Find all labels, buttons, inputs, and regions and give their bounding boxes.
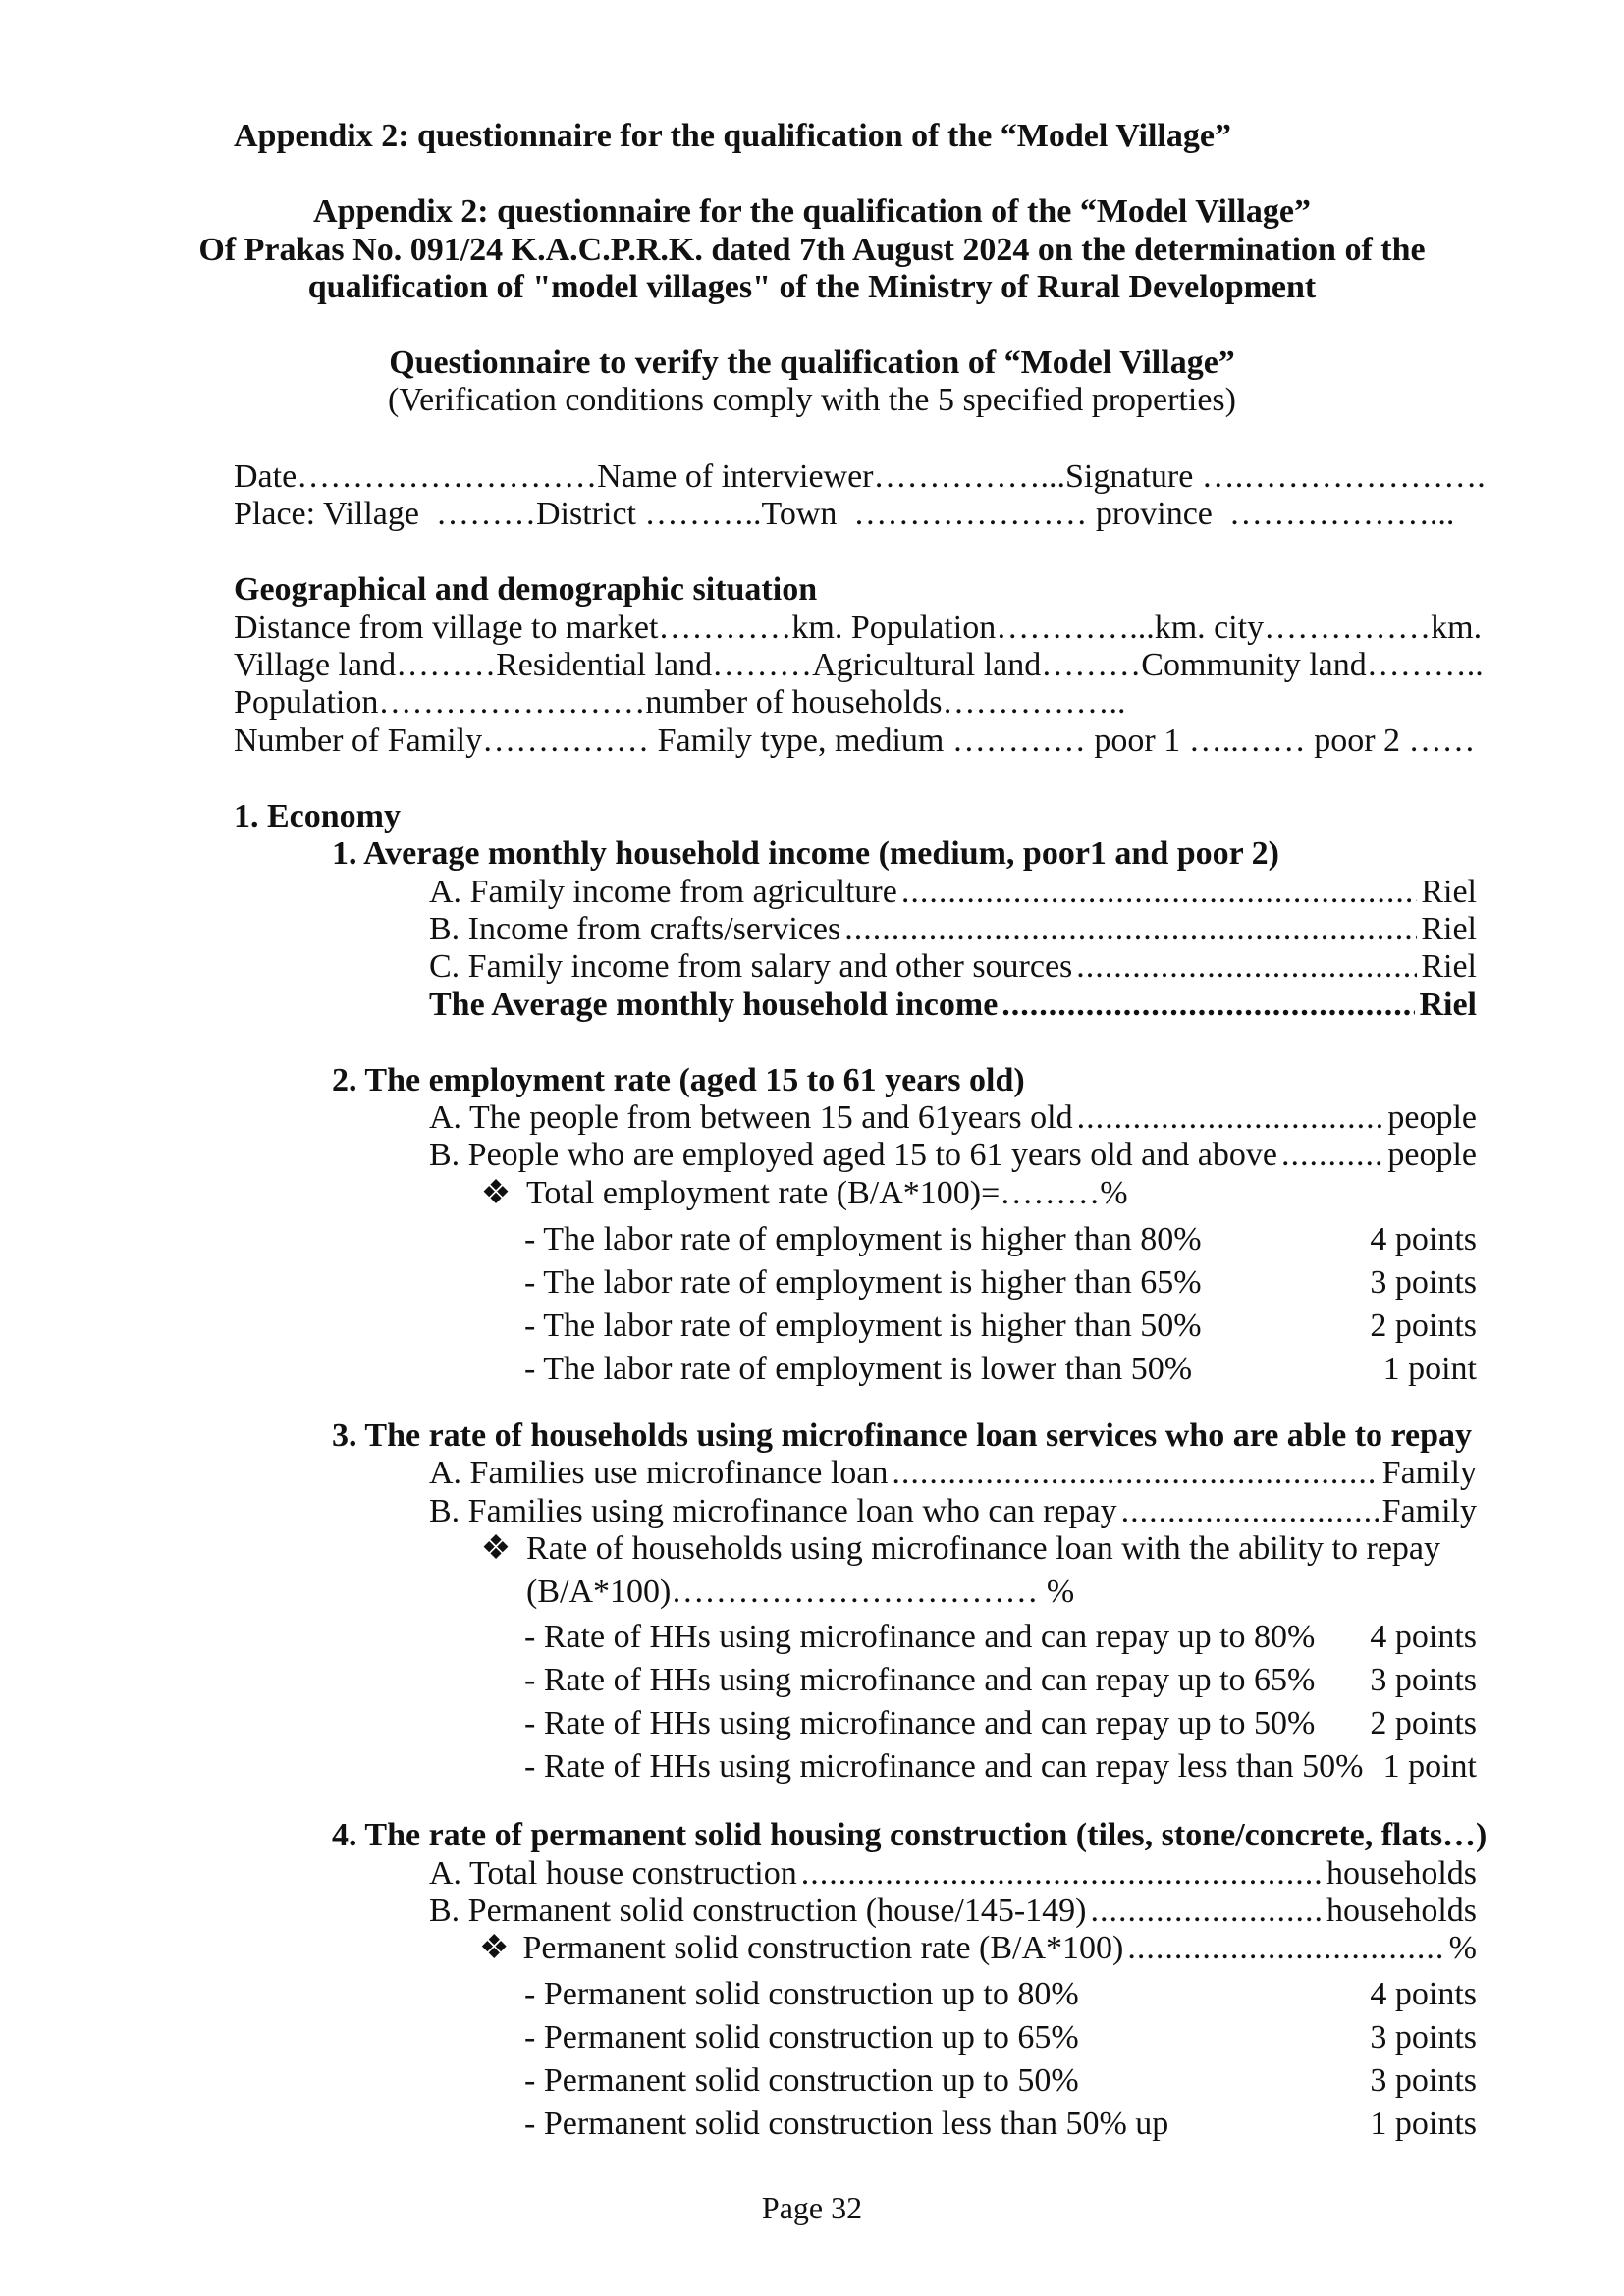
leader-dots	[1001, 988, 1415, 1022]
criterion-text: Permanent solid construction up to 65%	[543, 2019, 1079, 2056]
employment-rate-text: Total employment rate (B/A*100)=………%	[526, 1175, 1128, 1211]
criterion-text: The labor rate of employment is higher than 80%	[543, 1221, 1202, 1257]
microfinance-criterion: - Rate of HHs using microfinance and can repay up to 65%	[524, 1662, 1316, 1698]
criterion-text: Permanent solid construction less than 50% up	[543, 2106, 1169, 2142]
housing-rate-label: Permanent solid construction rate (B/A*100)	[522, 1930, 1124, 1966]
microfinance-rate-text: Rate of households using microfinance loan with the ability to repay	[526, 1530, 1440, 1567]
microfinance-rate-formula: (B/A*100)…………………………… %	[526, 1574, 1075, 1610]
economy-heading: 1. Economy	[234, 798, 401, 834]
housing-row-unit: households	[1326, 1855, 1477, 1892]
employment-row-label: B. People who are employed aged 15 to 61 years old and above	[429, 1137, 1277, 1173]
microfinance-rate-line	[479, 1532, 1440, 1566]
housing-row-label: B. Permanent solid construction (house/145-149)	[429, 1893, 1087, 1929]
housing-row-label: A. Total house construction	[429, 1855, 797, 1892]
housing-criterion: - Permanent solid construction less than 50% up	[524, 2106, 1169, 2142]
questionnaire-subtitle: (Verification conditions comply with the 5 specified properties)	[388, 382, 1236, 418]
diamond-bullet-icon: ❖	[479, 1930, 510, 1966]
employment-row-unit: people	[1387, 1099, 1477, 1136]
criterion-text: Rate of HHs using microfinance and can repay less than 50%	[543, 1748, 1364, 1785]
housing-row-unit: households	[1326, 1893, 1477, 1929]
income-row-label: B. Income from crafts/services	[429, 911, 841, 947]
employment-heading: 2. The employment rate (aged 15 to 61 years old)	[332, 1062, 1025, 1098]
criterion-points: 3 points	[1370, 1662, 1477, 1698]
income-total-row	[429, 988, 1477, 1022]
microfinance-row	[429, 1495, 1477, 1528]
leader-dots	[1127, 1932, 1444, 1965]
leader-dots	[1077, 1101, 1384, 1135]
appendix-line: Appendix 2: questionnaire for the qualification of the “Model Village”	[234, 118, 1231, 154]
income-row	[429, 913, 1477, 946]
leader-dots	[901, 876, 1418, 909]
microfinance-row-label: B. Families using microfinance loan who can repay	[429, 1493, 1117, 1529]
questionnaire-title: Questionnaire to verify the qualification of “Model Village”	[389, 345, 1235, 381]
criterion-points: 2 points	[1370, 1308, 1477, 1344]
leader-dots	[1091, 1895, 1323, 1928]
income-row-label: C. Family income from salary and other sources	[429, 948, 1073, 985]
criterion-text: Permanent solid construction up to 50%	[543, 2062, 1079, 2099]
diamond-bullet-icon: ❖	[480, 1530, 512, 1567]
income-row-label: A. Family income from agriculture	[429, 874, 897, 910]
criterion-points: 3 points	[1370, 2019, 1477, 2056]
microfinance-criterion: - Rate of HHs using microfinance and can repay up to 80%	[524, 1619, 1316, 1655]
geo-line-3: Population……………………number of households……………..	[234, 684, 1126, 721]
title-line-1: Appendix 2: questionnaire for the qualification of the “Model Village”	[313, 193, 1311, 230]
leader-dots	[801, 1857, 1323, 1891]
criterion-points: 4 points	[1370, 1221, 1477, 1257]
housing-row	[429, 1857, 1477, 1891]
employment-criterion: - The labor rate of employment is higher than 65%	[524, 1264, 1202, 1301]
income-total-label: The Average monthly household income	[429, 987, 999, 1023]
criterion-points: 1 point	[1382, 1748, 1477, 1785]
employment-criterion: - The labor rate of employment is lower than 50%	[524, 1351, 1193, 1387]
housing-rate-unit: %	[1448, 1930, 1477, 1966]
form-date-line: Date………………………Name of interviewer……………...Signature ….………………….	[234, 458, 1486, 495]
income-heading: 1. Average monthly household income (medium, poor1 and poor 2)	[332, 835, 1279, 872]
employment-criterion: - The labor rate of employment is higher than 50%	[524, 1308, 1202, 1344]
criterion-text: The labor rate of employment is lower than 50%	[543, 1351, 1193, 1387]
title-line-3: qualification of "model villages" of the Ministry of Rural Development	[307, 269, 1317, 305]
criterion-points: 1 point	[1382, 1351, 1477, 1387]
criterion-text: Permanent solid construction up to 80%	[543, 1976, 1079, 2012]
housing-criterion: - Permanent solid construction up to 80%	[524, 1976, 1079, 2012]
geo-line-1: Distance from village to market…………km. Population…………...km. city……………km.	[234, 610, 1483, 646]
leader-dots	[1281, 1139, 1383, 1172]
employment-row	[429, 1139, 1477, 1172]
criterion-points: 4 points	[1370, 1619, 1477, 1655]
income-total-unit: Riel	[1419, 987, 1477, 1023]
geo-line-4: Number of Family…………… Family type, medium ………… poor 1 …..…… poor 2 ……	[234, 722, 1476, 759]
microfinance-row-unit: Family	[1381, 1455, 1477, 1491]
employment-row	[429, 1101, 1477, 1135]
income-row	[429, 876, 1477, 909]
housing-heading: 4. The rate of permanent solid housing construction (tiles, stone/concrete, flats…)	[332, 1817, 1488, 1853]
microfinance-row-label: A. Families use microfinance loan	[429, 1455, 889, 1491]
geo-line-2: Village land………Residential land………Agricultural land………Community land………..	[234, 647, 1484, 683]
employment-criterion: - The labor rate of employment is higher than 80%	[524, 1221, 1202, 1257]
geo-heading: Geographical and demographic situation	[234, 571, 818, 608]
housing-row	[429, 1895, 1477, 1928]
housing-criterion: - Permanent solid construction up to 65%	[524, 2019, 1079, 2056]
criterion-points: 3 points	[1370, 1264, 1477, 1301]
leader-dots	[1121, 1495, 1379, 1528]
leader-dots	[844, 913, 1417, 946]
criterion-points: 3 points	[1370, 2062, 1477, 2099]
criterion-points: 2 points	[1370, 1705, 1477, 1741]
title-line-2: Of Prakas No. 091/24 K.A.C.P.R.K. dated 7th August 2024 on the determination of the	[198, 232, 1426, 268]
housing-criterion: - Permanent solid construction up to 50%	[524, 2062, 1079, 2099]
microfinance-criterion: - Rate of HHs using microfinance and can repay less than 50%	[524, 1748, 1364, 1785]
income-row	[429, 950, 1477, 984]
criterion-text: The labor rate of employment is higher than 65%	[543, 1264, 1202, 1301]
housing-rate-row	[479, 1932, 1477, 1965]
employment-row-label: A. The people from between 15 and 61years old	[429, 1099, 1073, 1136]
criterion-points: 1 points	[1370, 2106, 1477, 2142]
criterion-text: Rate of HHs using microfinance and can repay up to 80%	[543, 1619, 1316, 1655]
criterion-text: Rate of HHs using microfinance and can repay up to 50%	[543, 1705, 1316, 1741]
microfinance-criterion: - Rate of HHs using microfinance and can repay up to 50%	[524, 1705, 1316, 1741]
diamond-bullet-icon: ❖	[480, 1175, 512, 1211]
income-row-unit: Riel	[1421, 948, 1477, 985]
microfinance-heading: 3. The rate of households using microfinance loan services who are able to repay	[332, 1417, 1473, 1454]
income-row-unit: Riel	[1421, 874, 1477, 910]
page-number: Page 32	[761, 2190, 863, 2225]
employment-rate-line	[479, 1177, 1128, 1210]
income-row-unit: Riel	[1421, 911, 1477, 947]
microfinance-row-unit: Family	[1381, 1493, 1477, 1529]
criterion-text: Rate of HHs using microfinance and can repay up to 65%	[543, 1662, 1316, 1698]
employment-row-unit: people	[1387, 1137, 1477, 1173]
leader-dots	[892, 1457, 1378, 1490]
criterion-text: The labor rate of employment is higher than 50%	[543, 1308, 1202, 1344]
leader-dots	[1076, 950, 1417, 984]
microfinance-row	[429, 1457, 1477, 1490]
criterion-points: 4 points	[1370, 1976, 1477, 2012]
form-place-line: Place: Village ………District ………..Town ………………… province ………………...	[234, 496, 1455, 532]
